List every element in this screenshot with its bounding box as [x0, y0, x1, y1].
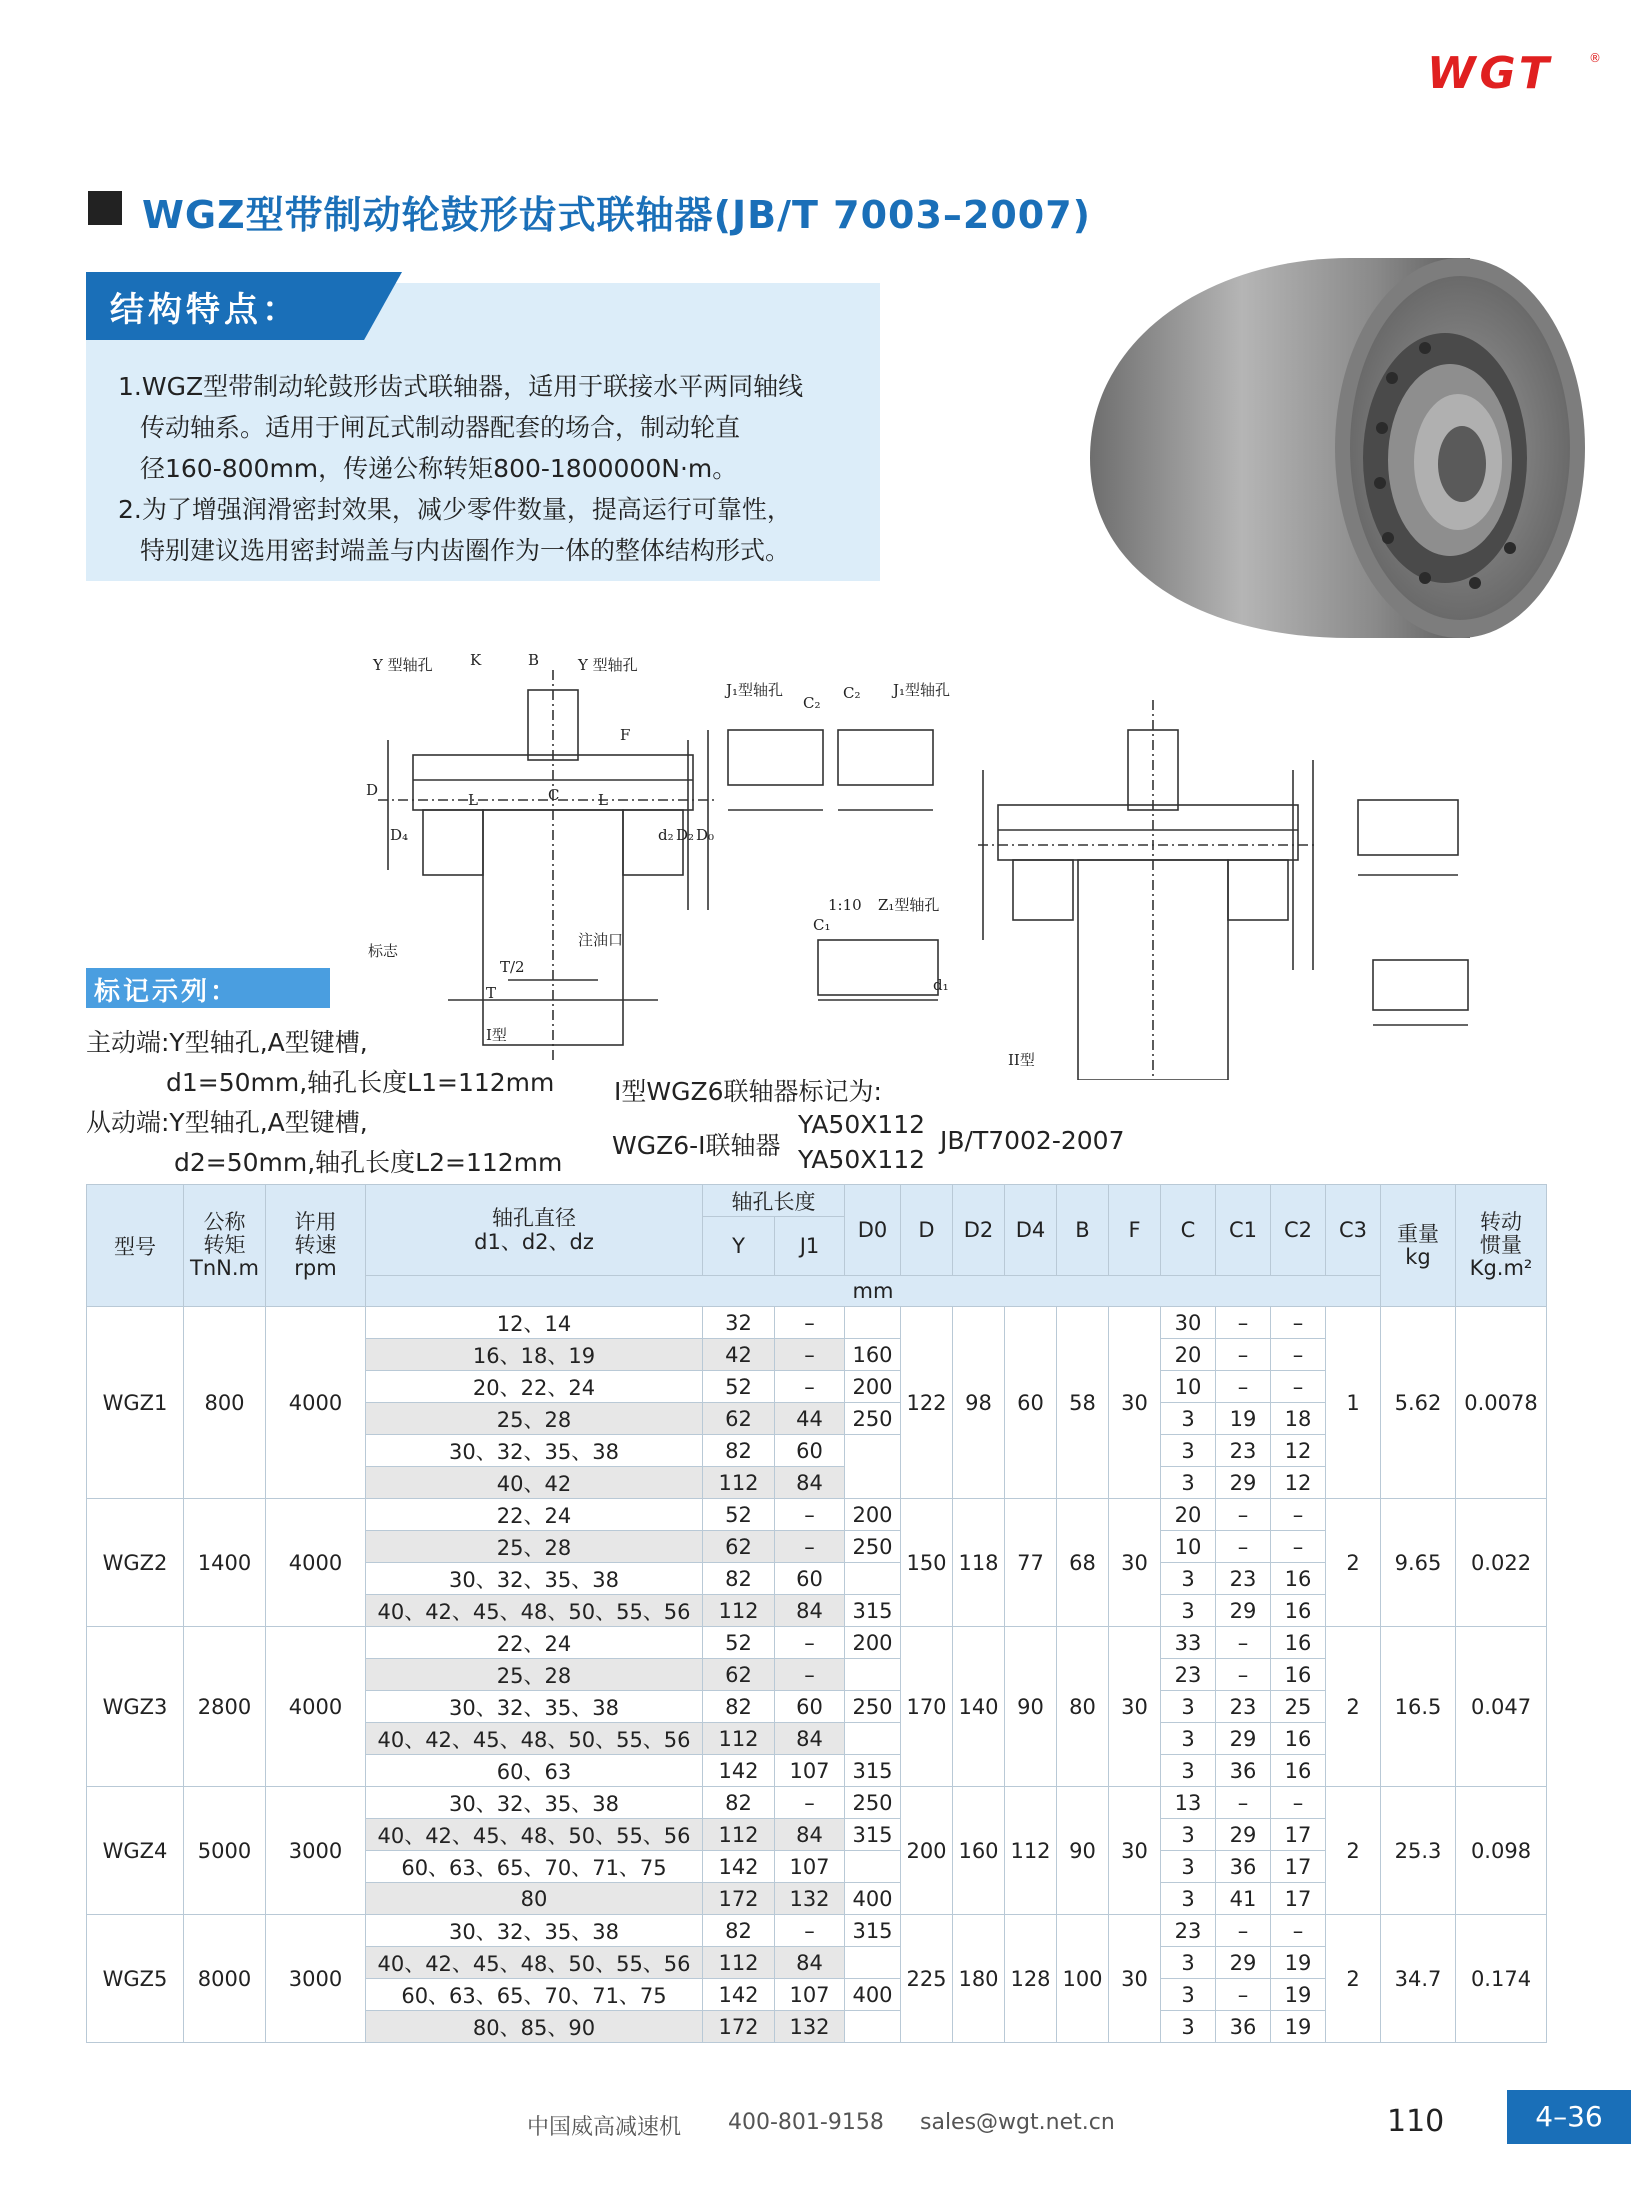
label-d0: D₀ — [696, 826, 715, 844]
cell-bore: 30、32、35、38 — [366, 1563, 703, 1595]
cell-y: 52 — [703, 1371, 775, 1403]
cell-d0 — [845, 1947, 901, 1979]
cell-j1: – — [775, 1339, 845, 1371]
cell-j1: 60 — [775, 1691, 845, 1723]
feature-line: 传动轴系。适用于闸瓦式制动器配套的场合，制动轮直 — [140, 413, 741, 442]
table-row — [87, 1787, 1547, 1819]
cell-d: 200 — [901, 1787, 953, 1915]
cell-j1: 84 — [775, 1947, 845, 1979]
cell-f: 30 — [1109, 1627, 1161, 1787]
cell-d4: 60 — [1005, 1307, 1057, 1499]
cell-inertia: 0.174 — [1456, 1915, 1547, 2043]
feature-line: 径160-800mm，传递公称转矩800-1800000N·m。 — [140, 454, 738, 483]
cell-bore: 25、28 — [366, 1659, 703, 1691]
cell-y: 32 — [703, 1307, 775, 1339]
cell-bore: 40、42、45、48、50、55、56 — [366, 1947, 703, 1979]
th-c3: C3 — [1326, 1185, 1381, 1276]
cell-inertia: 0.022 — [1456, 1499, 1547, 1627]
cell-y: 172 — [703, 1883, 775, 1915]
cell-bore: 80、85、90 — [366, 2011, 703, 2043]
cell-j1: 60 — [775, 1435, 845, 1467]
cell-bore: 30、32、35、38 — [366, 1787, 703, 1819]
label-t2: T/2 — [500, 958, 525, 976]
cell-weight: 16.5 — [1381, 1627, 1456, 1787]
cell-c: 33 — [1161, 1627, 1216, 1659]
marking-code: WGZ6-I联轴器 — [612, 1131, 781, 1160]
cell-c1: – — [1216, 1787, 1271, 1819]
cell-c2: 16 — [1271, 1627, 1326, 1659]
marking-driver: 主动端:Y型轴孔,A型键槽, — [86, 1028, 368, 1057]
cell-c1: 36 — [1216, 1755, 1271, 1787]
cell-j1: – — [775, 1307, 845, 1339]
cell-c2: 19 — [1271, 1947, 1326, 1979]
cell-b: 90 — [1057, 1787, 1109, 1915]
cell-d0: 250 — [845, 1691, 901, 1723]
cell-model: WGZ5 — [87, 1915, 184, 2043]
cell-bore: 40、42、45、48、50、55、56 — [366, 1595, 703, 1627]
marking-spec-bottom: YA50X112 — [798, 1145, 926, 1174]
cell-y: 42 — [703, 1339, 775, 1371]
th-c1: C1 — [1216, 1185, 1271, 1276]
cell-d4: 90 — [1005, 1627, 1057, 1787]
label-d2: D₂ — [676, 826, 695, 844]
cell-c2: 12 — [1271, 1467, 1326, 1499]
cell-c: 3 — [1161, 1851, 1216, 1883]
label-d2s: d₂ — [658, 826, 674, 844]
th-inertia: 转动 惯量 Kg.m² — [1456, 1185, 1547, 1307]
page-title: WGZ型带制动轮鼓形齿式联轴器(JB/T 7003–2007) — [142, 193, 1092, 237]
cell-j1: – — [775, 1787, 845, 1819]
cell-b: 68 — [1057, 1499, 1109, 1627]
cell-c1: – — [1216, 1627, 1271, 1659]
cell-y: 62 — [703, 1531, 775, 1563]
cell-bore: 22、24 — [366, 1627, 703, 1659]
marking-heading: 标记示列： — [94, 977, 240, 1007]
footer-phone: 400-801-9158 — [728, 2110, 884, 2135]
cell-d4: 128 — [1005, 1915, 1057, 2043]
cell-j1: – — [775, 1627, 845, 1659]
cell-weight: 9.65 — [1381, 1499, 1456, 1627]
cell-c: 3 — [1161, 1947, 1216, 1979]
cell-y: 62 — [703, 1659, 775, 1691]
footer-email[interactable]: sales@wgt.net.cn — [920, 2110, 1115, 2135]
cell-bore: 16、18、19 — [366, 1339, 703, 1371]
cell-d2: 180 — [953, 1915, 1005, 2043]
footer-company: 中国威高减速机 — [527, 2115, 682, 2140]
cell-c1: – — [1216, 1307, 1271, 1339]
cell-j1: 44 — [775, 1403, 845, 1435]
th-speed: 许用 转速 rpm — [266, 1185, 366, 1307]
cell-c2: 19 — [1271, 1979, 1326, 2011]
cell-y: 112 — [703, 1819, 775, 1851]
cell-c: 3 — [1161, 1435, 1216, 1467]
cell-f: 30 — [1109, 1787, 1161, 1915]
cell-bore: 30、32、35、38 — [366, 1435, 703, 1467]
cell-c2: – — [1271, 1499, 1326, 1531]
cell-c3: 2 — [1326, 1915, 1381, 2043]
cell-model: WGZ3 — [87, 1627, 184, 1787]
cell-c1: – — [1216, 1371, 1271, 1403]
th-y: Y — [703, 1217, 775, 1276]
cell-d: 122 — [901, 1307, 953, 1499]
logo-registered: ® — [1589, 51, 1601, 65]
table-row — [87, 1915, 1547, 1947]
cell-weight: 34.7 — [1381, 1915, 1456, 2043]
marking-caption: I型WGZ6联轴器标记为: — [614, 1077, 882, 1106]
cell-c2: – — [1271, 1339, 1326, 1371]
cell-c: 3 — [1161, 1691, 1216, 1723]
cell-speed: 3000 — [266, 1787, 366, 1915]
cell-bore: 25、28 — [366, 1403, 703, 1435]
coupling-photo — [1030, 248, 1590, 648]
cell-c: 23 — [1161, 1659, 1216, 1691]
cell-f: 30 — [1109, 1915, 1161, 2043]
label-b: B — [528, 651, 540, 669]
cell-d0: 250 — [845, 1531, 901, 1563]
label-oil: 注油口 — [578, 931, 624, 949]
cell-j1: 84 — [775, 1819, 845, 1851]
cell-c2: – — [1271, 1307, 1326, 1339]
cell-c: 3 — [1161, 1467, 1216, 1499]
cell-bore: 30、32、35、38 — [366, 1691, 703, 1723]
cell-c1: – — [1216, 1915, 1271, 1947]
cell-model: WGZ2 — [87, 1499, 184, 1627]
cell-c1: 23 — [1216, 1691, 1271, 1723]
cell-c2: – — [1271, 1915, 1326, 1947]
cell-b: 80 — [1057, 1627, 1109, 1787]
cell-c3: 2 — [1326, 1787, 1381, 1915]
logo-text: WGT — [1427, 48, 1553, 94]
feature-line: 1.WGZ型带制动轮鼓形齿式联轴器，适用于联接水平两同轴线 — [118, 372, 804, 401]
cell-torque: 800 — [184, 1307, 266, 1499]
label-type1: I型 — [486, 1026, 507, 1044]
marking-driver-detail: d1=50mm,轴孔长度L1=112mm — [166, 1068, 555, 1097]
label-f: F — [620, 726, 631, 744]
table-row — [87, 1627, 1547, 1659]
cell-d: 170 — [901, 1627, 953, 1787]
cell-d0: 315 — [845, 1755, 901, 1787]
features-text — [118, 366, 868, 571]
cell-j1: 107 — [775, 1755, 845, 1787]
cell-c2: – — [1271, 1787, 1326, 1819]
cell-j1: 84 — [775, 1723, 845, 1755]
cell-c1: 23 — [1216, 1563, 1271, 1595]
cell-c1: – — [1216, 1979, 1271, 2011]
cell-bore: 22、24 — [366, 1499, 703, 1531]
cell-y: 112 — [703, 1467, 775, 1499]
cell-inertia: 0.098 — [1456, 1787, 1547, 1915]
th-d2: D2 — [953, 1185, 1005, 1276]
cell-c2: 16 — [1271, 1723, 1326, 1755]
cell-c1: 19 — [1216, 1403, 1271, 1435]
cell-c1: 29 — [1216, 1595, 1271, 1627]
cell-y: 82 — [703, 1915, 775, 1947]
cell-d0 — [845, 1435, 901, 1499]
cell-y: 142 — [703, 1755, 775, 1787]
label-c: C — [548, 786, 560, 804]
cell-c1: 36 — [1216, 1851, 1271, 1883]
cell-c2: 25 — [1271, 1691, 1326, 1723]
cell-d: 150 — [901, 1499, 953, 1627]
cell-c1: 29 — [1216, 1819, 1271, 1851]
cell-c: 3 — [1161, 1563, 1216, 1595]
cell-y: 142 — [703, 1851, 775, 1883]
marking-driven-detail: d2=50mm,轴孔长度L2=112mm — [174, 1148, 563, 1177]
cell-c3: 2 — [1326, 1627, 1381, 1787]
cell-j1: 107 — [775, 1979, 845, 2011]
cell-inertia: 0.0078 — [1456, 1307, 1547, 1499]
cell-y: 112 — [703, 1595, 775, 1627]
th-weight: 重量 kg — [1381, 1185, 1456, 1307]
cell-c2: 17 — [1271, 1851, 1326, 1883]
th-bore-length: 轴孔长度 — [703, 1185, 845, 1217]
cell-y: 82 — [703, 1435, 775, 1467]
cell-c3: 1 — [1326, 1307, 1381, 1499]
cell-bore: 12、14 — [366, 1307, 703, 1339]
th-unit-mm: mm — [366, 1276, 1381, 1307]
cell-torque: 8000 — [184, 1915, 266, 2043]
cell-d0 — [845, 2011, 901, 2043]
page-number: 110 — [1387, 2104, 1445, 2139]
cell-c2: 16 — [1271, 1563, 1326, 1595]
cell-c: 3 — [1161, 1883, 1216, 1915]
cell-speed: 4000 — [266, 1499, 366, 1627]
label-d1: d₁ — [933, 976, 949, 994]
cell-y: 82 — [703, 1563, 775, 1595]
cell-j1: 84 — [775, 1467, 845, 1499]
cell-d0 — [845, 1659, 901, 1691]
cell-j1: 132 — [775, 1883, 845, 1915]
cell-model: WGZ4 — [87, 1787, 184, 1915]
cell-weight: 25.3 — [1381, 1787, 1456, 1915]
cell-j1: – — [775, 1371, 845, 1403]
cell-d2: 160 — [953, 1787, 1005, 1915]
table-row — [87, 1499, 1547, 1531]
label-t: T — [486, 984, 497, 1002]
cell-d0: 200 — [845, 1371, 901, 1403]
label-type2: II型 — [1008, 1051, 1035, 1069]
label-c1: C₁ — [813, 916, 831, 934]
cell-j1: – — [775, 1915, 845, 1947]
cell-j1: – — [775, 1499, 845, 1531]
label-z1: Z₁型轴孔 — [878, 896, 940, 914]
label-d: D — [366, 781, 379, 799]
cell-c: 3 — [1161, 1755, 1216, 1787]
cell-c2: 17 — [1271, 1883, 1326, 1915]
cell-c2: 17 — [1271, 1819, 1326, 1851]
th-f: F — [1109, 1185, 1161, 1276]
cell-d: 225 — [901, 1915, 953, 2043]
label-l-a: L — [468, 791, 478, 809]
cell-d0 — [845, 1563, 901, 1595]
cell-speed: 4000 — [266, 1627, 366, 1787]
title-square-icon — [88, 191, 122, 225]
th-d4: D4 — [1005, 1185, 1057, 1276]
cell-c1: 29 — [1216, 1467, 1271, 1499]
th-c: C — [1161, 1185, 1216, 1276]
cell-c2: 16 — [1271, 1755, 1326, 1787]
cell-f: 30 — [1109, 1307, 1161, 1499]
cell-c: 3 — [1161, 2011, 1216, 2043]
cell-c: 23 — [1161, 1915, 1216, 1947]
th-d0: D0 — [845, 1185, 901, 1276]
cell-c1: – — [1216, 1499, 1271, 1531]
cell-c: 3 — [1161, 1723, 1216, 1755]
label-ratio: 1:10 — [828, 896, 862, 914]
th-j1: J1 — [775, 1217, 845, 1276]
features-heading: 结构特点： — [110, 290, 300, 330]
cell-weight: 5.62 — [1381, 1307, 1456, 1499]
cell-d0 — [845, 1723, 901, 1755]
cell-c: 3 — [1161, 1403, 1216, 1435]
th-torque: 公称 转矩 TnN.m — [184, 1185, 266, 1307]
cell-c2: 19 — [1271, 2011, 1326, 2043]
cell-d0: 200 — [845, 1627, 901, 1659]
cell-d0: 400 — [845, 1883, 901, 1915]
label-c2-a: C₂ — [803, 694, 821, 712]
label-j1-b: J₁型轴孔 — [893, 681, 951, 699]
cell-c2: – — [1271, 1371, 1326, 1403]
label-y-right: Y 型轴孔 — [578, 656, 638, 674]
cell-bore: 25、28 — [366, 1531, 703, 1563]
cell-c3: 2 — [1326, 1499, 1381, 1627]
cell-d0: 315 — [845, 1595, 901, 1627]
cell-c2: 16 — [1271, 1659, 1326, 1691]
cell-c: 3 — [1161, 1819, 1216, 1851]
th-bore: 轴孔直径 d1、d2、dz — [366, 1185, 703, 1276]
label-c2-b: C₂ — [843, 684, 861, 702]
section-number: 4–36 — [1535, 2100, 1603, 2133]
cell-y: 62 — [703, 1403, 775, 1435]
cell-c2: 16 — [1271, 1595, 1326, 1627]
label-l-b: L — [598, 791, 608, 809]
cell-c: 10 — [1161, 1371, 1216, 1403]
cell-bore: 60、63 — [366, 1755, 703, 1787]
cell-bore: 20、22、24 — [366, 1371, 703, 1403]
cell-c: 3 — [1161, 1595, 1216, 1627]
cell-d0: 315 — [845, 1819, 901, 1851]
table-row — [87, 1307, 1547, 1339]
label-k: K — [470, 651, 482, 669]
th-c2: C2 — [1271, 1185, 1326, 1276]
cell-bore: 40、42 — [366, 1467, 703, 1499]
cell-inertia: 0.047 — [1456, 1627, 1547, 1787]
cell-j1: 107 — [775, 1851, 845, 1883]
cell-c1: 29 — [1216, 1947, 1271, 1979]
label-d4: D₄ — [390, 826, 409, 844]
technical-drawing — [358, 640, 1620, 1080]
wgt-logo — [1425, 48, 1605, 94]
cell-d0 — [845, 1307, 901, 1339]
cell-d0: 160 — [845, 1339, 901, 1371]
cell-torque: 2800 — [184, 1627, 266, 1787]
cell-d4: 112 — [1005, 1787, 1057, 1915]
cell-b: 100 — [1057, 1915, 1109, 2043]
cell-y: 52 — [703, 1627, 775, 1659]
cell-bore: 40、42、45、48、50、55、56 — [366, 1723, 703, 1755]
cell-speed: 4000 — [266, 1307, 366, 1499]
cell-d4: 77 — [1005, 1499, 1057, 1627]
cell-c: 30 — [1161, 1307, 1216, 1339]
cell-d0: 250 — [845, 1787, 901, 1819]
cell-torque: 5000 — [184, 1787, 266, 1915]
cell-bore: 40、42、45、48、50、55、56 — [366, 1819, 703, 1851]
th-d: D — [901, 1185, 953, 1276]
cell-bore: 80 — [366, 1883, 703, 1915]
cell-c1: 29 — [1216, 1723, 1271, 1755]
cell-d0: 250 — [845, 1403, 901, 1435]
cell-y: 142 — [703, 1979, 775, 2011]
cell-c1: 41 — [1216, 1883, 1271, 1915]
feature-line: 特别建议选用密封端盖与内齿圈作为一体的整体结构形式。 — [140, 536, 791, 565]
cell-c1: 23 — [1216, 1435, 1271, 1467]
th-model: 型号 — [87, 1185, 184, 1307]
feature-line: 2.为了增强润滑密封效果，减少零件数量，提高运行可靠性， — [118, 495, 792, 524]
th-b: B — [1057, 1185, 1109, 1276]
label-y-left: Y 型轴孔 — [373, 656, 433, 674]
cell-c1: 36 — [1216, 2011, 1271, 2043]
marking-standard: JB/T7002-2007 — [940, 1126, 1125, 1155]
cell-speed: 3000 — [266, 1915, 366, 2043]
cell-bore: 30、32、35、38 — [366, 1915, 703, 1947]
cell-c: 3 — [1161, 1979, 1216, 2011]
cell-y: 112 — [703, 1723, 775, 1755]
cell-bore: 60、63、65、70、71、75 — [366, 1979, 703, 2011]
cell-c: 10 — [1161, 1531, 1216, 1563]
label-j1-a: J₁型轴孔 — [726, 681, 784, 699]
cell-d2: 98 — [953, 1307, 1005, 1499]
cell-torque: 1400 — [184, 1499, 266, 1627]
cell-j1: 60 — [775, 1563, 845, 1595]
cell-d0: 315 — [845, 1915, 901, 1947]
cell-y: 52 — [703, 1499, 775, 1531]
marking-spec-top: YA50X112 — [798, 1110, 926, 1139]
cell-c2: 12 — [1271, 1435, 1326, 1467]
cell-c1: – — [1216, 1339, 1271, 1371]
cell-y: 82 — [703, 1787, 775, 1819]
cell-c1: – — [1216, 1531, 1271, 1563]
cell-y: 112 — [703, 1947, 775, 1979]
cell-bore: 60、63、65、70、71、75 — [366, 1851, 703, 1883]
cell-c2: – — [1271, 1531, 1326, 1563]
cell-model: WGZ1 — [87, 1307, 184, 1499]
marking-driven: 从动端:Y型轴孔,A型键槽, — [86, 1108, 368, 1137]
cell-d2: 118 — [953, 1499, 1005, 1627]
cell-y: 172 — [703, 2011, 775, 2043]
cell-j1: – — [775, 1531, 845, 1563]
cell-c: 13 — [1161, 1787, 1216, 1819]
label-mark: 标志 — [368, 942, 399, 960]
cell-d0: 400 — [845, 1979, 901, 2011]
cell-c1: – — [1216, 1659, 1271, 1691]
cell-d0 — [845, 1851, 901, 1883]
spec-table — [86, 1184, 1547, 2043]
cell-y: 82 — [703, 1691, 775, 1723]
cell-j1: – — [775, 1659, 845, 1691]
cell-c2: 18 — [1271, 1403, 1326, 1435]
cell-f: 30 — [1109, 1499, 1161, 1627]
cell-d0: 200 — [845, 1499, 901, 1531]
cell-d2: 140 — [953, 1627, 1005, 1787]
cell-c: 20 — [1161, 1339, 1216, 1371]
cell-j1: 84 — [775, 1595, 845, 1627]
cell-j1: 132 — [775, 2011, 845, 2043]
cell-b: 58 — [1057, 1307, 1109, 1499]
cell-c: 20 — [1161, 1499, 1216, 1531]
